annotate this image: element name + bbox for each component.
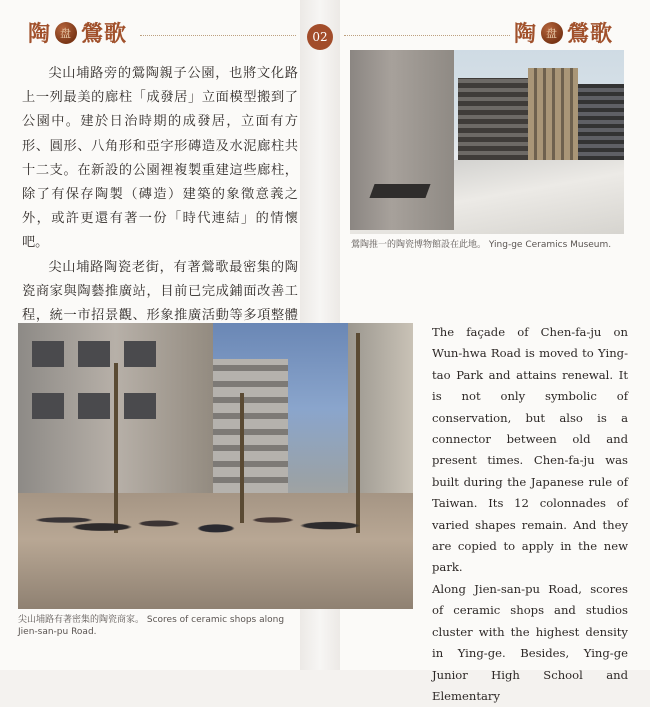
building [578,84,624,160]
window [78,341,110,367]
window [32,341,64,367]
window [78,393,110,419]
left-header [28,17,127,48]
header-title-b: 鶯歌 [81,21,128,47]
jar-logo-icon [55,22,77,44]
street-photo [18,323,413,609]
english-body-text [432,322,628,707]
paragraph: 尖山埔路旁的鶯陶親子公園，也將文化路上一列最美的廊柱「成發居」立面模型搬到了公園中。建於日治時期的成發居，立面有方形、圓形、八角形和亞字形磚造及水泥廊柱共十二支。在新設的公園裡複製重建這些廊柱，除了有保存陶製（磚造）建築的象徵意義之外，或許更還有著一份「時代連結」的情懷吧。 [22,66,298,251]
building [528,68,578,160]
page-number-badge: 02 [307,24,333,50]
jar-logo-icon [541,22,563,44]
header-title-b: 鶯歌 [567,21,614,47]
building [213,359,288,499]
window [124,393,156,419]
header-rule [344,35,510,36]
museum-caption: 鶯陶推一的陶瓷博物館設在此地。 Ying-ge Ceramics Museum. [351,240,612,250]
window [124,341,156,367]
paragraph: Along Jien-san-pu Road, scores of ceramic shops and studios cluster with the highest density in Ying-ge. Besides, Ying-ge Junior High School and Elementary [432,581,628,703]
building [458,78,528,160]
window [32,393,64,419]
pedestrians [26,485,406,555]
street-caption: 尖山埔路有著密集的陶瓷商家。 Scores of ceramic shops along Jien-san-pu Road. [18,615,285,637]
right-header [514,17,613,48]
paragraph: The façade of Chen-fa-ju on Wun-hwa Road is moved to Ying-tao Park and attains renewal. It is not only symbolic of conservation, but also is a connector between old and present times. Chen-fa-ju was built during the Japanese rule of Taiwan. Its 12 colonnades of varied shapes remain. And they are copied to apply in the new park. [432,325,628,575]
header-rule [140,35,296,36]
museum-wall [350,50,454,230]
museum-photo [350,50,624,234]
header-title-a: 陶 [514,21,538,47]
paragraph: 尖山埔路陶瓷老街，有著鶯歌最密集的陶瓷商家與陶藝推廣站，目前已完成鋪面改善工程，統一市招景觀、形象推廣活動等多項整體 [22,259,298,324]
header-title-a: 陶 [28,21,52,47]
museum-sign [369,184,430,198]
